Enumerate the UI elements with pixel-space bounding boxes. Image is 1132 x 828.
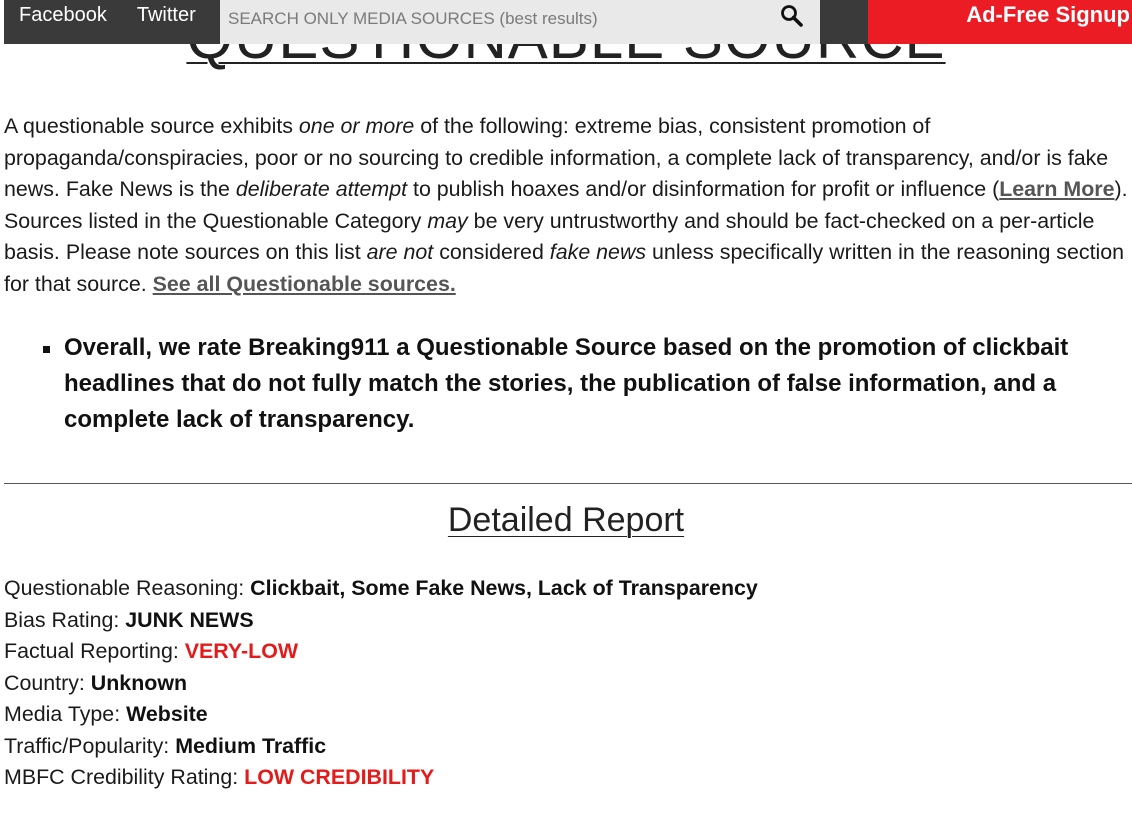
learn-more-link[interactable]: Learn More (999, 177, 1115, 201)
detail-value: Clickbait, Some Fake News, Lack of Transparency (250, 576, 758, 600)
see-all-questionable-link[interactable]: See all Questionable sources. (152, 271, 456, 296)
detail-value: LOW CREDIBILITY (244, 765, 435, 789)
intro-text: unless specifically written in the reasoning section for that source. (4, 240, 1125, 296)
intro-text: be very untrustworthy and should be fact-checked on a per-article basis. Please note sources on this list (4, 208, 1095, 264)
search-input[interactable] (220, 0, 770, 32)
intro-text: of the following: extreme bias, consistent promotion of propaganda/conspiracies, poor or no sourcing to credible information, a complete lack of transparency, and/or is fake news. Fake News is the (4, 114, 1109, 201)
intro-emphasis: deliberate attempt (235, 177, 408, 201)
detail-value: JUNK NEWS (125, 607, 254, 632)
search-button[interactable] (776, 2, 808, 30)
search-box (220, 0, 820, 44)
intro-text: A questionable source exhibits (4, 114, 299, 138)
search-icon (780, 4, 804, 28)
twitter-link[interactable]: Twitter (136, 4, 196, 26)
detail-row-credibility (4, 762, 1124, 794)
summary-item (40, 330, 1100, 438)
detail-value: VERY-LOW (184, 639, 299, 663)
detail-row-factual-reporting (4, 636, 1124, 668)
nav-spacer (820, 0, 868, 44)
detail-label: MBFC Credibility Rating: (4, 765, 245, 789)
intro-paragraph (4, 111, 1132, 300)
detail-row-traffic (4, 731, 1124, 763)
ad-free-signup-button[interactable]: Ad-Free Signup (868, 0, 1132, 44)
summary-list (40, 330, 1100, 438)
top-bar (0, 0, 1132, 44)
social-links (4, 0, 220, 44)
detail-row-media-type (4, 699, 1124, 731)
detail-row-questionable-reasoning (4, 573, 1124, 605)
detail-label: Questionable Reasoning: (4, 576, 251, 600)
detail-value: Unknown (90, 670, 188, 695)
detail-label: Bias Rating: (4, 607, 126, 632)
details-list (4, 573, 1124, 794)
intro-text: ). Sources listed in the Questionable Category (4, 177, 1128, 233)
detail-label: Media Type: (4, 702, 127, 726)
intro-text: considered (433, 240, 550, 264)
detail-row-country (4, 668, 1124, 700)
intro-emphasis: may (427, 208, 468, 233)
intro-emphasis: fake news (549, 240, 647, 264)
facebook-link[interactable]: Facebook (19, 4, 107, 26)
detail-value: Website (126, 702, 208, 726)
detail-label: Traffic/Popularity: (4, 733, 176, 758)
intro-emphasis: one or more (298, 114, 415, 138)
detailed-report-heading: Detailed Report (447, 501, 685, 539)
detail-label: Factual Reporting: (4, 639, 185, 663)
detail-value: Medium Traffic (175, 733, 327, 758)
summary-text: Overall, we rate Breaking911 a Questionable Source based on the promotion of clickbait headlines that do not fully match the stories, the publication of false information, and a complete lack of transparency. (64, 334, 1069, 433)
intro-text: to publish hoaxes and/or disinformation for profit or influence ( (407, 177, 1000, 201)
bullet-icon (43, 346, 50, 353)
detail-label: Country: (4, 670, 91, 695)
divider (4, 483, 1132, 484)
intro-emphasis: are not (366, 240, 434, 264)
detail-row-bias-rating (4, 605, 1124, 637)
